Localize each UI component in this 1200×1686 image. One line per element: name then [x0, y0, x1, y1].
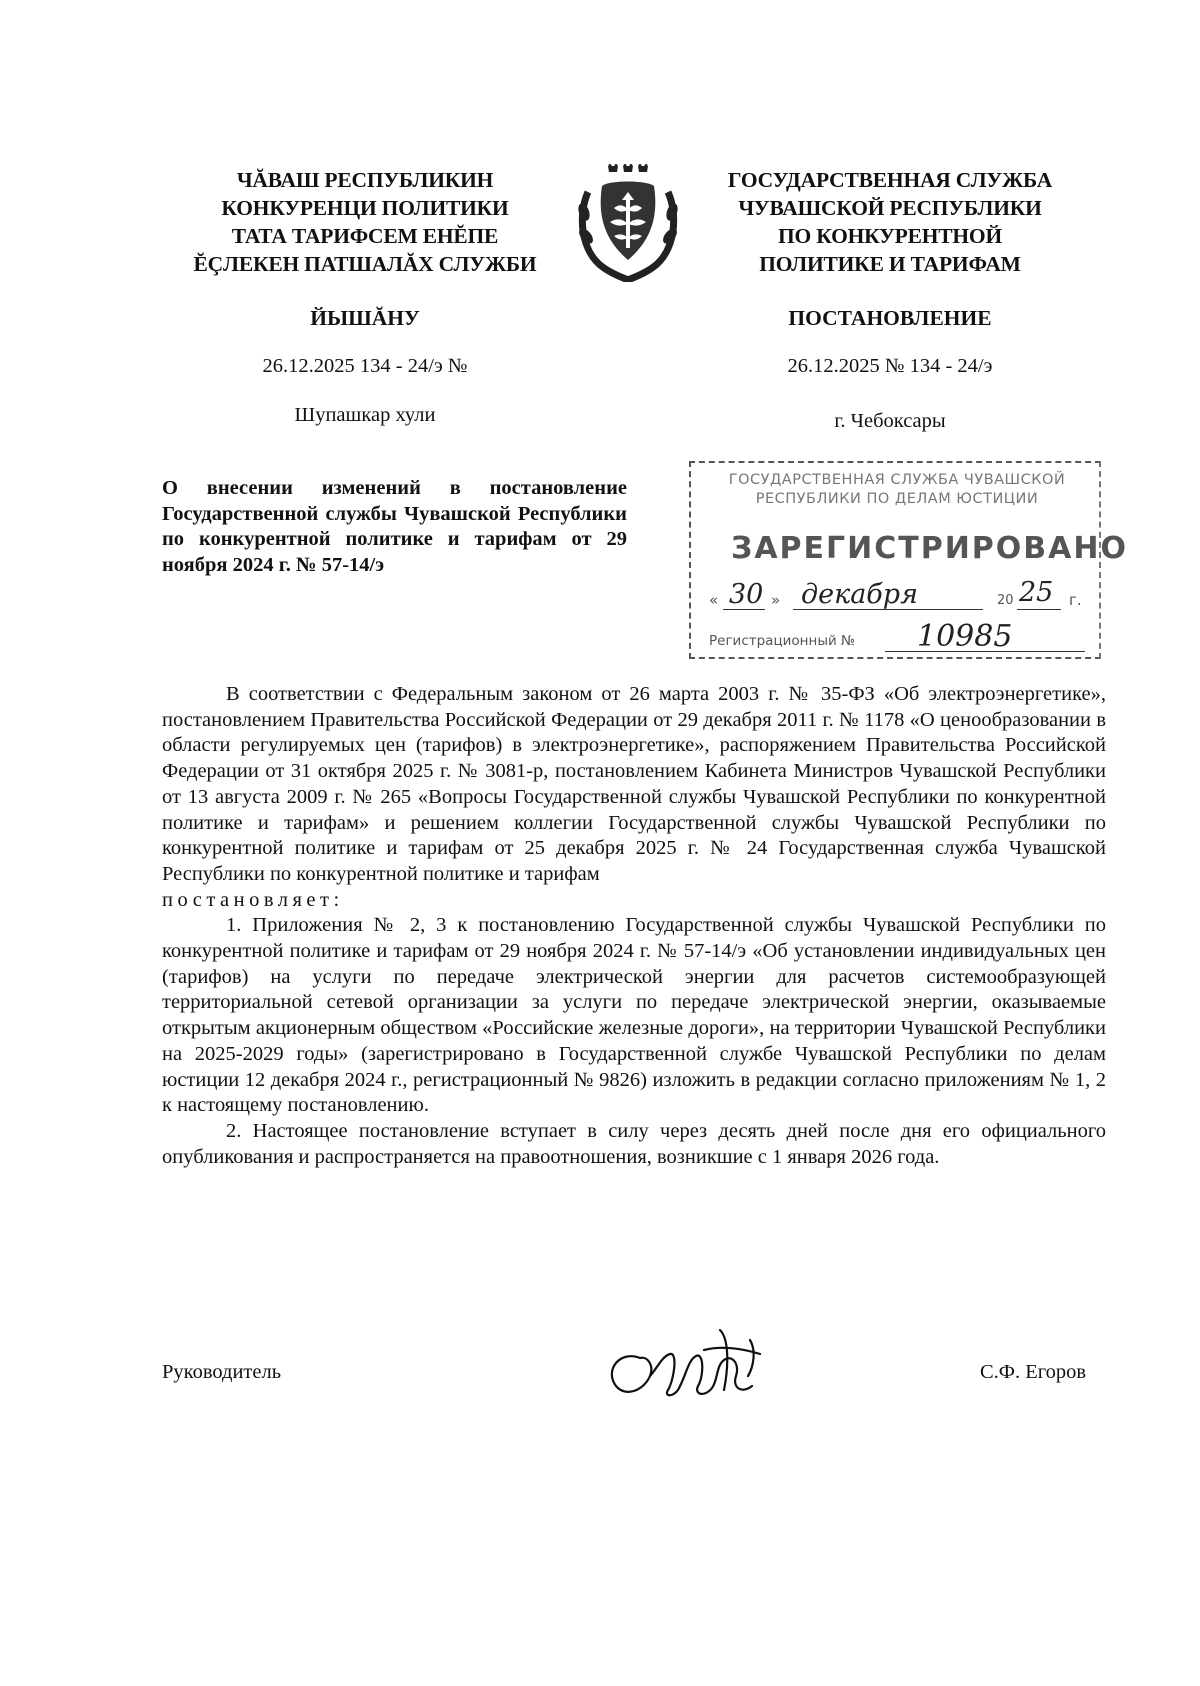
stamp-org-line: ГОСУДАРСТВЕННАЯ СЛУЖБА ЧУВАШСКОЙ	[728, 472, 1066, 488]
stamp-status: ЗАРЕГИСТРИРОВАНО	[731, 531, 1128, 566]
doc-number-chuvash: 26.12.2025 134 - 24/э №	[262, 355, 468, 377]
header-left-line: ĔÇЛЕКЕН ПАТШАЛĂХ СЛУЖБИ	[193, 252, 537, 276]
header-right-line: ПОЛИТИКЕ И ТАРИФАМ	[759, 252, 1021, 276]
signer-title: Руководитель	[162, 1361, 282, 1383]
handwritten-signature	[600, 1310, 790, 1410]
resolves-line	[162, 888, 1106, 914]
preamble-paragraph: В соответствии с Федеральным законом от 26 марта 2003 г. № 35-ФЗ «Об электроэнергетике», постановлением Правительства Российской Федерации от 29 декабря 2011 г. № 1178 «О ценообразовании в области регулируемых цен (тарифов) в электроэнергетике», распоряжением Правительства Российской Федерации от 31 октября 2025 г. № 3081-р, постановлением Кабинета Министров Чувашской Республики от 13 августа 2009 г. № 265 «Вопросы Государственной службы Чувашской Республики по конкурентной политике и тарифам» и решением коллегии Государственной службы Чувашской Республики по конкурентной политике и тарифам от 25 декабря 2025 г. № 24 Государственная служба Чувашской Республики по конкурентной политике и тарифам	[162, 683, 1106, 885]
item-1-paragraph: 1. Приложения № 2, 3 к постановлению Государственной службы Чувашской Республики по конкурентной политике и тарифам от 29 ноября 2024 г. № 57-14/э «Об установлении индивидуальных цен (тарифов) на услуги по передаче электрической энергии для расчетов системообразующей территориальной сетевой организации за услуги по передаче электрической энергии, оказываемые открытым акционерным обществом «Российские железные дороги», на территории Чувашской Республики на 2025-2029 годы» (зарегистрировано в Государственной службе Чувашской Республики по делам юстиции 12 декабря 2024 г., регистрационный № 9826) изложить в редакции согласно приложениям № 1, 2 к настоящему постановлению.	[162, 914, 1106, 1117]
stamp-quote-close: »	[771, 591, 781, 609]
header-chuvash-organization	[170, 166, 560, 278]
header-left-line: ТАТА ТАРИФСЕМ ЕНĔПЕ	[231, 224, 499, 248]
stamp-quote-open: «	[709, 591, 719, 609]
header-left-line: КОНКУРЕНЦИ ПОЛИТИКИ	[221, 196, 509, 220]
stamp-year-unit: г.	[1069, 591, 1082, 609]
doc-number-russian: 26.12.2025 № 134 - 24/э	[787, 355, 993, 377]
doc-type-chuvash: ЙЫШĂНУ	[310, 306, 420, 330]
stamp-reg-number: 10985	[917, 619, 1013, 654]
stamp-year-suffix: 25	[1019, 577, 1054, 608]
stamp-year-prefix: 20	[997, 593, 1014, 608]
item-2-paragraph: 2. Настоящее постановление вступает в силу через десять дней после дня его официального опубликования и распространяется на правоотношения, возникшие с 1 января 2026 года.	[162, 1119, 1106, 1168]
stamp-month: декабря	[801, 579, 918, 610]
stamp-org-line: РЕСПУБЛИКИ ПО ДЕЛАМ ЮСТИЦИИ	[755, 491, 1039, 507]
header-right-line: ГОСУДАРСТВЕННАЯ СЛУЖБА	[727, 168, 1053, 192]
city-russian: г. Чебоксары	[834, 410, 946, 432]
stamp-reg-label: Регистрационный №	[709, 633, 856, 649]
header-russian-organization	[700, 166, 1080, 278]
resolves-text: постановляет:	[162, 888, 344, 911]
registration-stamp	[689, 461, 1128, 659]
stamp-day: 30	[729, 579, 764, 610]
stamp-date-line	[705, 577, 1095, 615]
header-right-line: ПО КОНКУРЕНТНОЙ	[778, 224, 1002, 248]
doc-type-russian: ПОСТАНОВЛЕНИЕ	[788, 306, 992, 330]
city-chuvash: Шупашкар хули	[294, 404, 436, 426]
coat-of-arms-icon	[574, 164, 682, 282]
document-body	[162, 682, 1106, 1170]
header-left-line: ЧĂВАШ РЕСПУБЛИКИН	[236, 168, 494, 192]
document-subject: О внесении изменений в постановление Государственной службы Чувашской Республики по конкурентной политике и тарифам от 29 ноября 2024 г. № 57-14/э	[162, 477, 627, 576]
signer-name: С.Ф. Егоров	[980, 1361, 1087, 1383]
header-right-line: ЧУВАШСКОЙ РЕСПУБЛИКИ	[738, 196, 1042, 220]
stamp-registration-line	[705, 619, 1095, 654]
stamp-organization	[701, 471, 1093, 509]
